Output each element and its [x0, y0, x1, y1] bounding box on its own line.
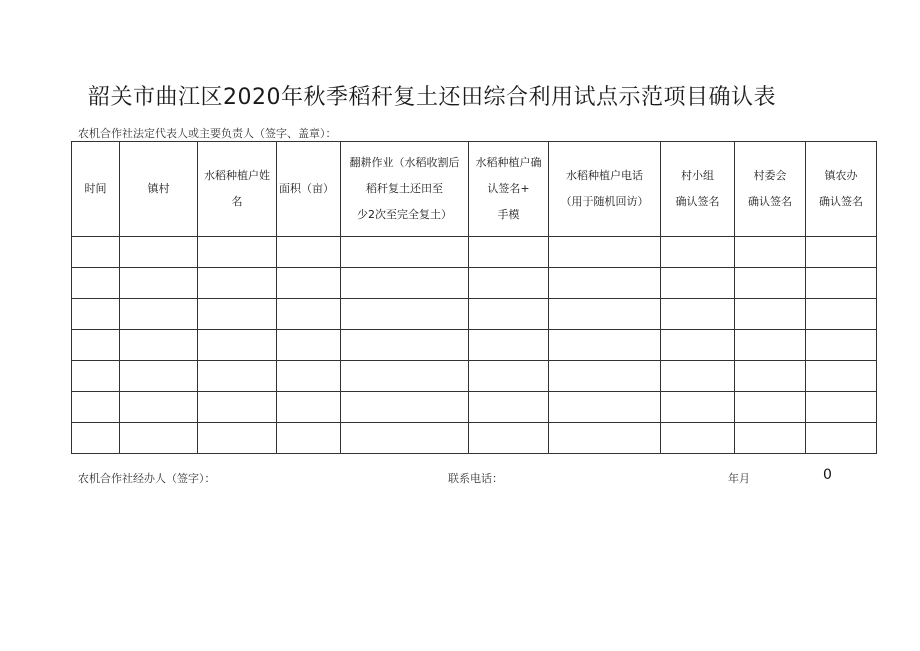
table-row — [72, 268, 877, 299]
table-cell[interactable] — [120, 423, 198, 454]
header-line: 镇村 — [147, 182, 170, 195]
header-area — [277, 142, 341, 237]
header-line: 确认签名 — [819, 195, 863, 208]
table-cell[interactable] — [277, 268, 341, 299]
table-cell[interactable] — [735, 299, 806, 330]
table-cell[interactable] — [72, 330, 120, 361]
table-cell[interactable] — [277, 361, 341, 392]
table-cell[interactable] — [661, 268, 735, 299]
table-cell[interactable] — [120, 392, 198, 423]
confirmation-table — [71, 141, 877, 454]
header-line: 水稻种植户电话 — [566, 169, 643, 182]
table-cell[interactable] — [469, 268, 549, 299]
table-cell[interactable] — [806, 268, 877, 299]
table-cell[interactable] — [341, 330, 469, 361]
table-cell[interactable] — [735, 268, 806, 299]
table-cell[interactable] — [72, 361, 120, 392]
table-cell[interactable] — [277, 237, 341, 268]
table-cell[interactable] — [72, 423, 120, 454]
table-cell[interactable] — [735, 392, 806, 423]
table-cell[interactable] — [735, 361, 806, 392]
table-cell[interactable] — [735, 330, 806, 361]
table-cell[interactable] — [549, 237, 661, 268]
header-town-village — [120, 142, 198, 237]
header-line: 时间 — [84, 182, 107, 195]
header-line: 村委会 — [753, 169, 787, 182]
table-cell[interactable] — [469, 237, 549, 268]
table-cell[interactable] — [198, 330, 277, 361]
header-grower-signature — [469, 142, 549, 237]
table-cell[interactable] — [469, 392, 549, 423]
header-line: 面积（亩） — [279, 182, 334, 195]
table-row — [72, 330, 877, 361]
date-value: 0 — [823, 467, 832, 483]
header-line: 镇农办 — [824, 169, 858, 182]
header-grower-phone — [549, 142, 661, 237]
table-row — [72, 361, 877, 392]
table-cell[interactable] — [806, 237, 877, 268]
table-cell[interactable] — [341, 361, 469, 392]
table-cell[interactable] — [549, 268, 661, 299]
header-line: 水稻种植户姓 — [204, 169, 270, 182]
header-line: （用于随机回访） — [560, 195, 649, 208]
table-cell[interactable] — [469, 423, 549, 454]
header-office-signature — [806, 142, 877, 237]
table-cell[interactable] — [661, 423, 735, 454]
contact-phone-line: 联系电话： — [448, 472, 503, 485]
table-cell[interactable] — [72, 392, 120, 423]
header-line: 确认签名 — [748, 195, 792, 208]
table-cell[interactable] — [806, 423, 877, 454]
table-cell[interactable] — [341, 299, 469, 330]
header-time — [72, 142, 120, 237]
table-cell[interactable] — [549, 423, 661, 454]
table-cell[interactable] — [72, 237, 120, 268]
table-cell[interactable] — [735, 237, 806, 268]
table-cell[interactable] — [198, 299, 277, 330]
table-cell[interactable] — [549, 330, 661, 361]
table-cell[interactable] — [198, 268, 277, 299]
date-line: 年月 — [728, 472, 750, 485]
header-tillage — [341, 142, 469, 237]
table-cell[interactable] — [120, 361, 198, 392]
header-line: 名 — [231, 195, 243, 208]
table-header-row — [72, 142, 877, 237]
table-cell[interactable] — [120, 237, 198, 268]
header-committee-signature — [735, 142, 806, 237]
table-cell[interactable] — [277, 330, 341, 361]
table-cell[interactable] — [549, 361, 661, 392]
table-cell[interactable] — [806, 330, 877, 361]
table-cell[interactable] — [549, 299, 661, 330]
table-cell[interactable] — [469, 299, 549, 330]
table-cell[interactable] — [277, 299, 341, 330]
table-cell[interactable] — [341, 237, 469, 268]
table-cell[interactable] — [120, 330, 198, 361]
table-cell[interactable] — [198, 392, 277, 423]
table-cell[interactable] — [806, 299, 877, 330]
table-cell[interactable] — [661, 299, 735, 330]
table-cell[interactable] — [341, 392, 469, 423]
header-line: 确认签名 — [675, 195, 720, 208]
header-line: 翻耕作业（水稻收割后 — [349, 156, 460, 169]
table-row — [72, 237, 877, 268]
table-cell[interactable] — [198, 423, 277, 454]
table-cell[interactable] — [661, 361, 735, 392]
header-group-signature — [661, 142, 735, 237]
table-cell[interactable] — [120, 268, 198, 299]
table-cell[interactable] — [806, 361, 877, 392]
header-line: 稻秆复土还田至 — [366, 182, 443, 195]
table-row — [72, 392, 877, 423]
table-cell[interactable] — [549, 392, 661, 423]
table-cell[interactable] — [469, 361, 549, 392]
header-line: 手模 — [497, 208, 520, 221]
agent-signature-line: 农机合作社经办人（签字）： — [78, 472, 216, 485]
table-cell[interactable] — [198, 361, 277, 392]
table-cell[interactable] — [72, 299, 120, 330]
table-cell[interactable] — [661, 392, 735, 423]
table-cell[interactable] — [120, 299, 198, 330]
table-cell[interactable] — [198, 237, 277, 268]
table-cell[interactable] — [469, 330, 549, 361]
header-line: 认签名+ — [487, 182, 530, 195]
table-cell[interactable] — [341, 423, 469, 454]
header-line: 少2次至完全复土） — [357, 208, 452, 221]
table-cell[interactable] — [661, 330, 735, 361]
header-line: 村小组 — [681, 169, 714, 182]
table-cell[interactable] — [341, 268, 469, 299]
header-line: 水稻种植户确 — [475, 156, 542, 169]
page-title: 韶关市曲江区2020年秋季稻秆复土还田综合利用试点示范项目确认表 — [88, 85, 776, 110]
table-cell[interactable] — [735, 423, 806, 454]
representative-signature-line: 农机合作社法定代表人或主要负责人（签字、盖章）： — [78, 127, 337, 140]
table-cell[interactable] — [806, 392, 877, 423]
table-cell[interactable] — [277, 423, 341, 454]
table-row — [72, 299, 877, 330]
table-row — [72, 423, 877, 454]
table-cell[interactable] — [72, 268, 120, 299]
table-cell[interactable] — [661, 237, 735, 268]
table-cell[interactable] — [277, 392, 341, 423]
header-grower-name — [198, 142, 277, 237]
